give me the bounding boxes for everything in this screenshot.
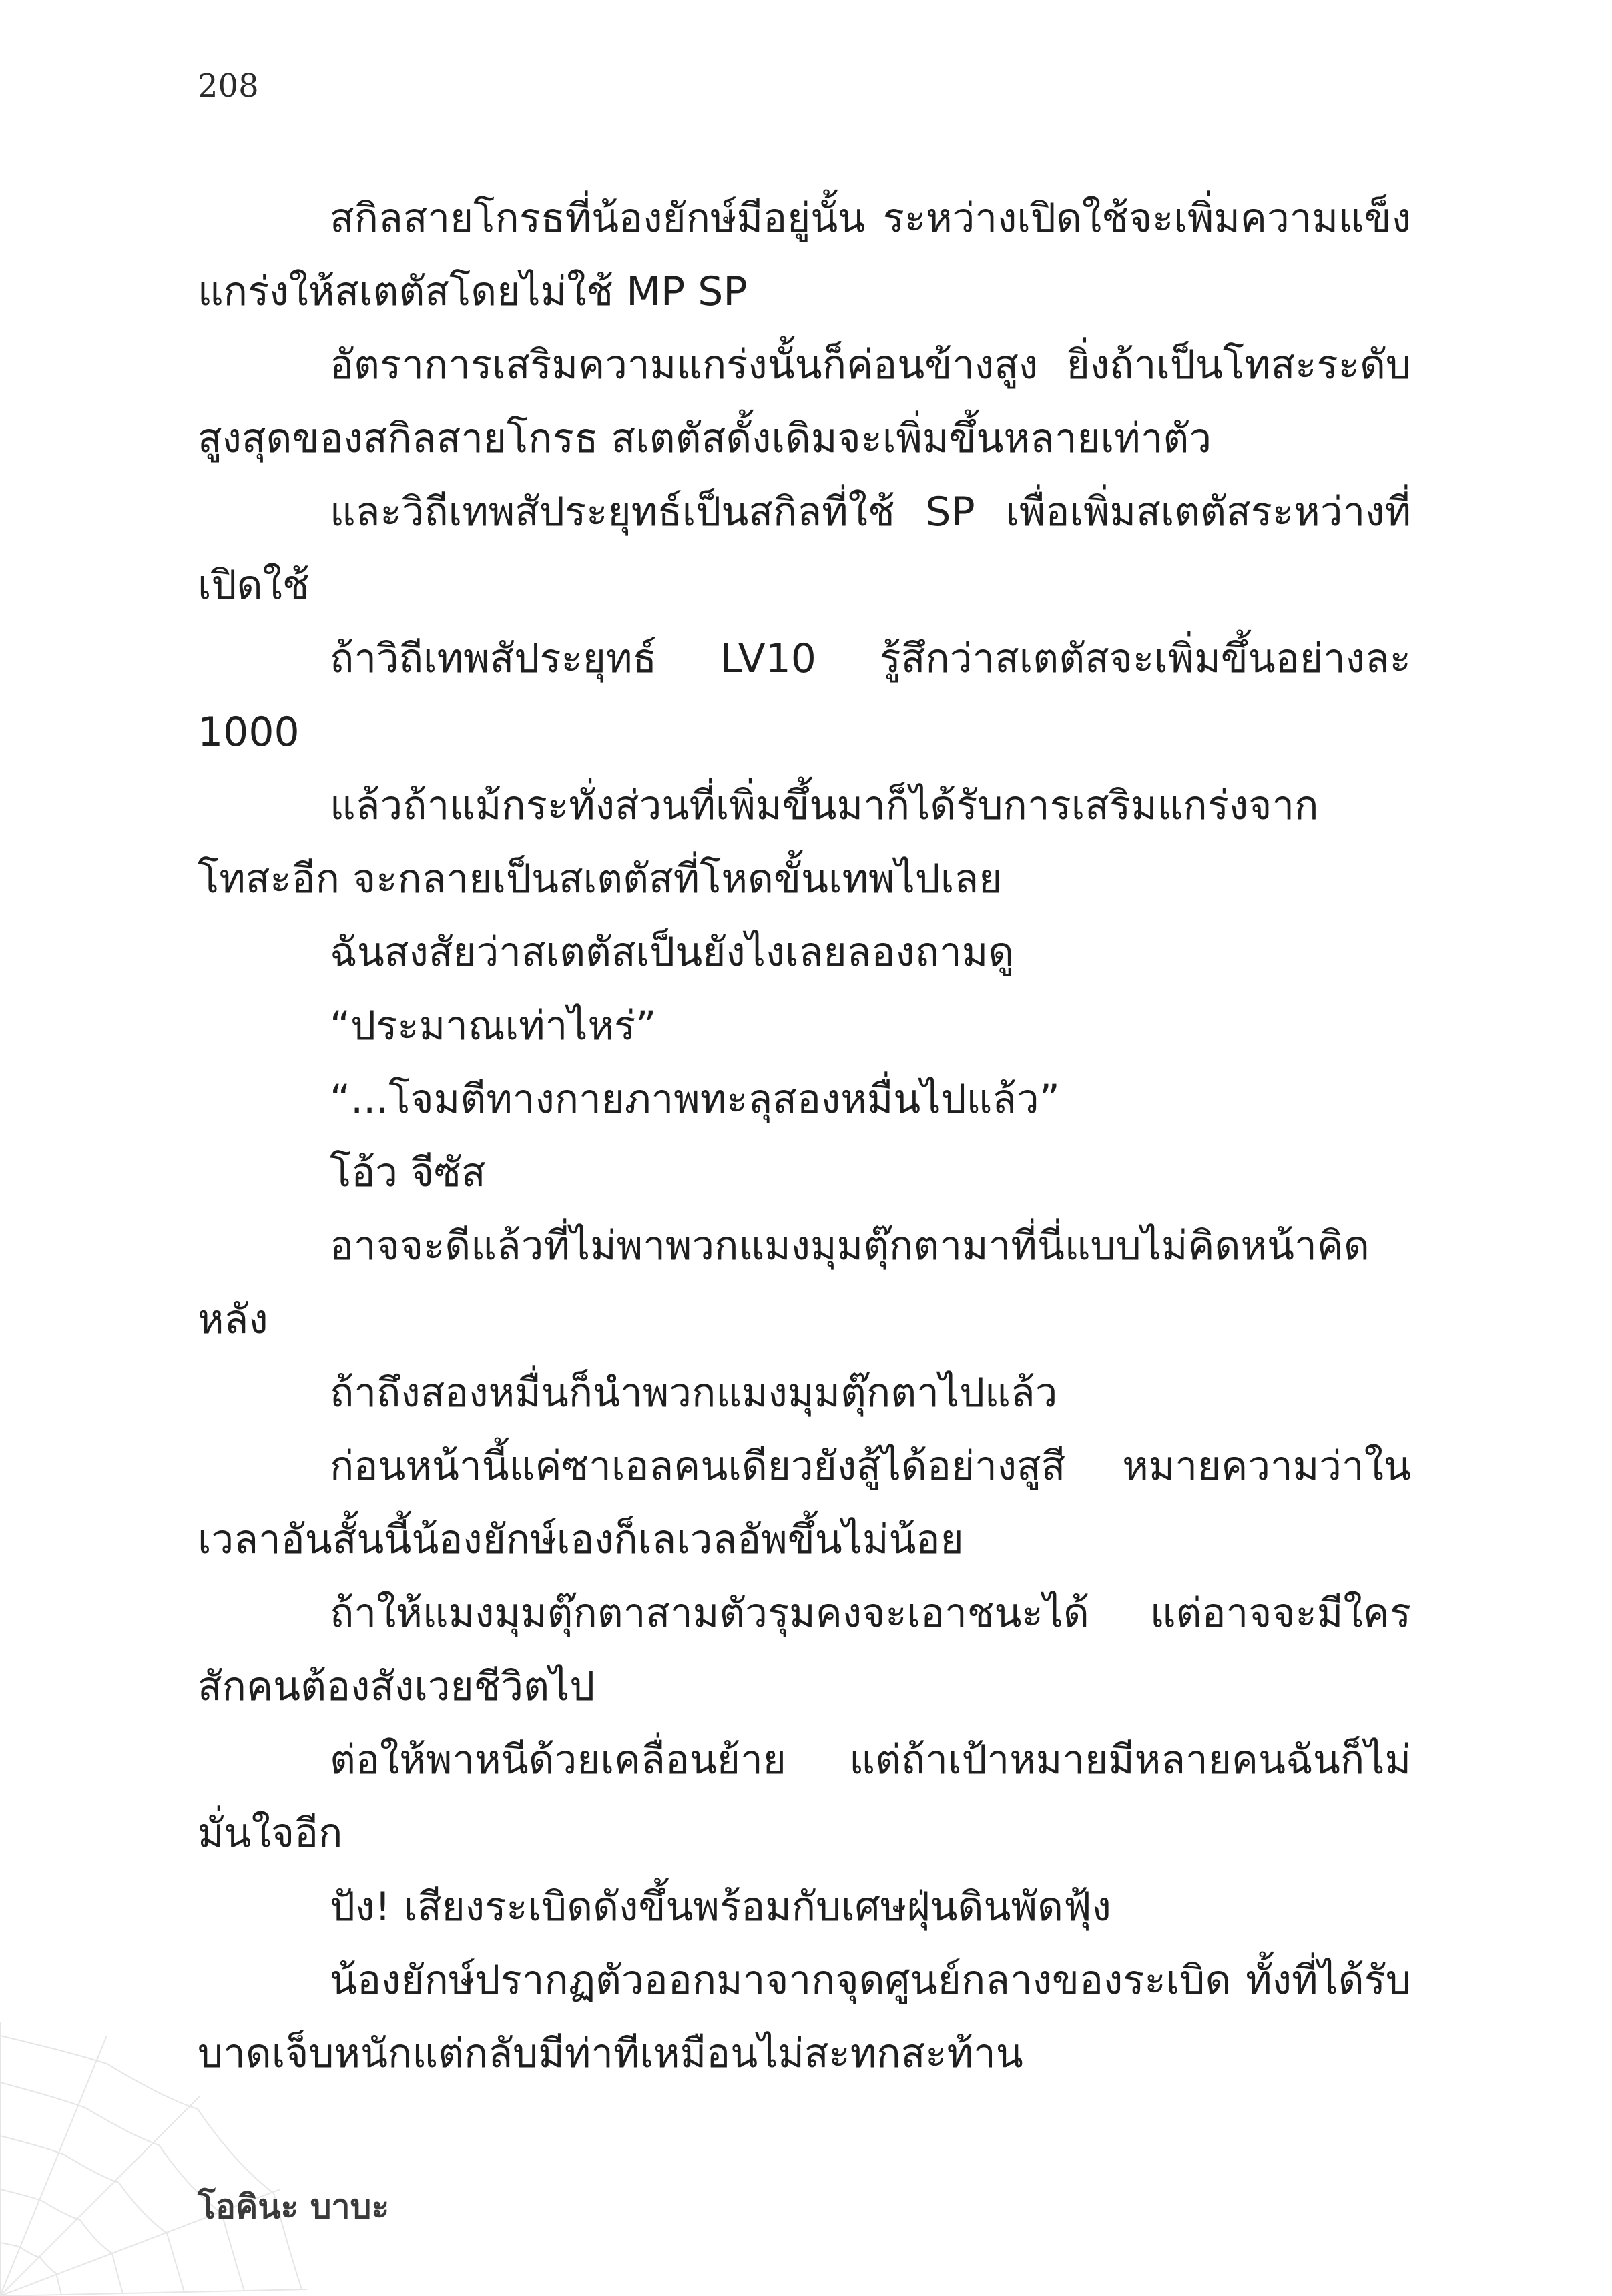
spider-web-icon xyxy=(0,2022,307,2296)
paragraph: ถ้าให้แมงมุมตุ๊กตาสามตัวรุมคงจะเอาชนะได้ แต่อาจจะมีใครสักคนต้องสังเวยชีวิตไป xyxy=(198,1590,1411,1710)
paragraph: ก่อนหน้านี้แค่ซาเอลคนเดียวยังสู้ได้อย่างสูสี หมายความว่าในเวลาอันสั้นนี้น้องยักษ์เองก็เลเวลอัพขึ้นไม่น้อย xyxy=(198,1443,1411,1563)
paragraph: ถ้าวิถีเทพสัประยุทธ์ LV10 รู้สึกว่าสเตตัสจะเพิ่มขึ้นอย่างละ 1000 xyxy=(198,635,1411,756)
paragraph: น้องยักษ์ปรากฏตัวออกมาจากจุดศูนย์กลางของระเบิด ทั้งที่ได้รับบาดเจ็บหนักแต่กลับมีท่าทีเหมือนไม่สะทกสะท้าน xyxy=(198,1957,1411,2077)
paragraph: สกิลสายโกรธที่น้องยักษ์มีอยู่นั้น ระหว่างเปิดใช้จะเพิ่มความแข็งแกร่งให้สเตตัสโดยไม่ใช้ MP SP xyxy=(198,195,1411,315)
running-footer-title: โอคินะ บาบะ xyxy=(198,2187,390,2226)
paragraph: โอ้ว จีซัส xyxy=(330,1149,486,1196)
paragraph: และวิถีเทพสัประยุทธ์เป็นสกิลที่ใช้ SP เพื่อเพิ่มสเตตัสระหว่างที่เปิดใช้ xyxy=(198,489,1411,609)
paragraph: ฉันสงสัยว่าสเตตัสเป็นยังไงเลยลองถามดู xyxy=(330,929,1015,976)
paragraph: ต่อให้พาหนีด้วยเคลื่อนย้าย แต่ถ้าเป้าหมายมีหลายคนฉันก็ไม่มั่นใจอีก xyxy=(198,1737,1411,1857)
page-number: 208 xyxy=(198,67,259,105)
paragraph: “ประมาณเท่าไหร่” xyxy=(330,1002,657,1049)
paragraph: ปัง! เสียงระเบิดดังขึ้นพร้อมกับเศษฝุ่นดินพัดฟุ้ง xyxy=(330,1884,1111,1930)
paragraph: “...โจมตีทางกายภาพทะลุสองหมื่นไปแล้ว” xyxy=(330,1076,1060,1123)
paragraph: อัตราการเสริมความแกร่งนั้นก็ค่อนข้างสูง ยิ่งถ้าเป็นโทสะระดับสูงสุดของสกิลสายโกรธ สเตตัสดั้งเดิมจะเพิ่มขึ้นหลายเท่าตัว xyxy=(198,342,1411,462)
paragraph: ถ้าถึงสองหมื่นก็นำพวกแมงมุมตุ๊กตาไปแล้ว xyxy=(330,1370,1058,1416)
paragraph: อาจจะดีแล้วที่ไม่พาพวกแมงมุมตุ๊กตามาที่นี่แบบไม่คิดหน้าคิดหลัง xyxy=(198,1223,1370,1343)
body-text xyxy=(198,182,1411,2090)
paragraph: แล้วถ้าแม้กระทั่งส่วนที่เพิ่มขึ้นมาก็ได้รับการเสริมแกร่งจากโทสะอีก จะกลายเป็นสเตตัสที่โหดขั้นเทพไปเลย xyxy=(198,782,1319,902)
